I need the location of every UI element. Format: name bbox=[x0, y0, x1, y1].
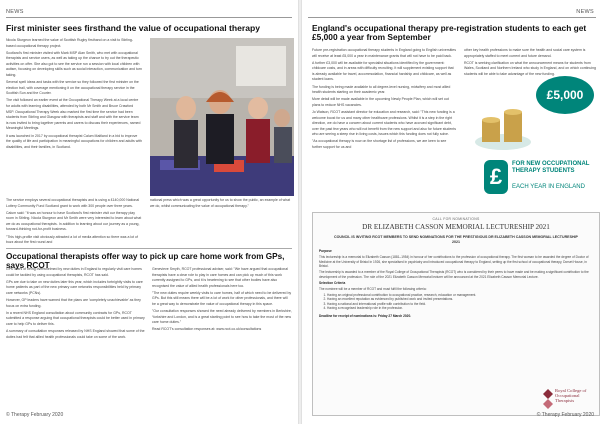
article-headline: England's occupational therapy pre-registration students to each get £5,000 a year from September bbox=[312, 23, 587, 42]
callout-kicker: CALL FOR NOMINATIONS bbox=[432, 217, 480, 221]
article-column-2 bbox=[152, 267, 292, 410]
paragraph: "As occupational therapy is now on the shortage list of professions, we are keen to see further support for us and bbox=[312, 139, 447, 149]
deadline-text: Deadline for receipt of nominations is: Friday 27 March 2020. bbox=[319, 314, 412, 319]
header-rule bbox=[6, 17, 292, 18]
paragraph: More detail will be made available in the upcoming Newly People Plan, which will set out plans to reduce NHS vacancies. bbox=[312, 97, 449, 107]
callout-subtitle: COUNCIL IS INVITING RCOT MEMBERS TO SEND NOMINATIONS FOR THE PRESTIGIOUS DR ELIZABETH CASSON MEMORIAL LECTURESHIP 2021 bbox=[334, 235, 578, 244]
paragraph: Scotland's first minister visited with Mark MSP Alan Smith, who met with occupational therapists and service users, as well as taking up the chance to try out the therapeutic activities on offer. She also got to see the service run a session with local children with autism, focusing on developing skills such as social interaction, communication and turn taking. bbox=[6, 50, 142, 78]
amount-badge: £5,000 bbox=[536, 76, 594, 114]
paragraph: A further £3,000 will be available for specialist situations identified by the government: childcare costs, and in areas with difficulty recruiting. It will supplement existing support that is already available for travel, accommodation, financial hardship and childcare, as well as student loans. bbox=[312, 60, 454, 82]
paragraph: Read RCOT's consultation responses at: www.rcot.co.uk/consultations bbox=[152, 327, 262, 332]
nominations-callout bbox=[312, 212, 600, 416]
photo-illustration bbox=[150, 38, 294, 196]
paragraph: However, GP leaders have warned that the plans are 'completely unachievable' as they focus on extra funding. bbox=[6, 297, 141, 308]
right-page bbox=[304, 0, 600, 424]
paragraph: "This high-profile visit obviously attracted a lot of media attention so there was a lot of buzz about the first round and bbox=[6, 234, 138, 245]
page-folio: © Therapy February 2020 bbox=[536, 412, 594, 418]
paragraph: "The new duties require weekly visits to care homes, half of which need to be delivered by GPs. But this still means there will be a lot of work for other professionals, and there will be a great way to demonstrate the value of occupational therapy in this space. bbox=[152, 290, 292, 307]
callout-paragraph: The lectureship is awarded to a member of the Royal College of Occupational Therapists (RCOT) who is considered by their peers to have made and be making a significant contribution to the development of the profession. The role of the 2021 Elizabeth Casson Memorial lecturer will be announced at the 2021 Elizabeth Casson Memorial Lecture. bbox=[319, 270, 589, 279]
ad-headline: FOR NEW OCCUPATIONAL THERAPY STUDENTS bbox=[512, 161, 590, 174]
article-photo bbox=[150, 38, 294, 196]
rcot-logo bbox=[543, 387, 595, 413]
article-headline: First minister sees firsthand the value of occupational therapy bbox=[6, 23, 261, 33]
section-divider bbox=[6, 248, 292, 249]
running-head: NEWS bbox=[6, 9, 24, 15]
article-headline: Occupational therapists offer way to pick up care home work from GPs, says RCOT bbox=[6, 252, 285, 270]
coins-illustration bbox=[468, 90, 538, 154]
criteria-list bbox=[319, 293, 593, 311]
paragraph: Calum said: "It was an honour to have Scotland's first minister visit our therapy play room in Stirling. Nicola Sturgeon and Mr Smith were very interested to learn about what we do as occupational therapists. In addition to learning about our journey as a young, forward-thinking not-for-profit business. bbox=[6, 210, 142, 232]
paragraph: The service employs several occupational therapists and is using a £140,000 National Lottery Community Fund Scotland grant to work with 300 people over three years. bbox=[6, 198, 140, 208]
ad-subline: EACH YEAR IN ENGLAND bbox=[512, 184, 585, 190]
paragraph: GPs' fears of being overwhelmed by new duties in England to regularly visit care homes could be tackled by using occupational therapists, RCOT has said. bbox=[6, 267, 142, 277]
page-gutter bbox=[298, 0, 302, 424]
purpose-text: This lectureship is a memorial to Elizabeth Casson (1881–1954) in honour of her contributions to the profession of occupational therapy. The first woman to be awarded the degree of Doctor of Medicine at the University of Bristol in 1926, she specialised in psychiatry and introduced occupational therapy to England, setting up the first school of occupational therapy, Dorset House, in Bristol. bbox=[319, 254, 589, 269]
criteria-label: Selection Criteria bbox=[319, 280, 346, 285]
criteria-intro: The nominee will be a member of RCOT and must fulfil the following criteria: bbox=[319, 286, 427, 291]
rcot-logo-mark bbox=[543, 389, 553, 409]
paragraph: The visit followed an earlier event at the Occupational Therapy Week at a local centre for adults with learning disabilities, attended by both Mr Smith and Bruce Crawford MSP. Occupational Therapy Week also marked the first time the service had been students from Stirling and Glasgow with therapists and staff and with the service team is now invited to bring together parents and carers to discuss their experiences, named Meaningful Meetings. bbox=[6, 98, 141, 131]
paragraph: GPs are due to take on new duties later this year, which includes fortnightly visits to care home patients as part of the new primary care networks responsibilities held by primary care networks (PCNs). bbox=[6, 279, 143, 295]
paragraph: "Our consultation responses showed the need already delivered by members in Berkshire, Yorkshire and London, and is a great starting point to see how to take the most of the new care home duties." bbox=[152, 309, 292, 325]
paragraph: Genevieve Smyth, RCOT professional adviser, said: "We have argued that occupational therapists have a clear role to play in care homes and can pick up much of this work currently assigned to GPs, and it is heartening to see that other bodies have also recognised the value of allied health professionals here too. bbox=[152, 267, 288, 288]
header-rule bbox=[308, 17, 596, 18]
criteria-item: 3. Having a national and international profile with contribution to the field. bbox=[327, 302, 593, 307]
article-column-2 bbox=[464, 48, 598, 76]
paragraph: Nicola Sturgeon learned the value of Scottish Rugby firsthand on a visit to Stirling-based occupational therapy project. bbox=[6, 38, 134, 48]
paragraph: A summary of consultation responses released by NHS England showed that some of the duties had felt that allied health professionals could take on some of the work. bbox=[6, 328, 145, 339]
purpose-label: Purpose bbox=[319, 249, 332, 253]
paragraph: Future pre-registration occupational therapy students in England going to English universities will receive at least £5,000 a year in maintenance grants that will not have to be paid back. bbox=[312, 48, 456, 58]
callout-title: DR ELIZABETH CASSON MEMORIAL LECTURESHIP 2021 bbox=[362, 223, 550, 231]
criteria-item: 4. Having a recognised leadership role in the profession. bbox=[327, 306, 593, 311]
paragraph: In a recent NHS England consultation about community contracts for GPs, RCOT submitted a response arguing that occupational therapists could be better used in primary care to help GPs to deliver this. bbox=[6, 310, 145, 326]
left-page bbox=[0, 0, 296, 424]
article-column-1 bbox=[6, 267, 146, 410]
paragraph: It was launched in 2017 by occupational therapist Calum Maitland in a bid to improve the quality of life and participation in meaningful occupations for children and adults with disabilities, and their families, in Scotland. bbox=[6, 133, 142, 149]
paragraph: Jo Watson, RCOT assistant director for education and research, said: "This new funding is a welcome boost for us and many other healthcare professions. Whilst it is a step in the right direction, we do have a concern about current students who have accrued significant debt, over the past few years who will not benefit from the new support and also for future students who are seeing a steep rise in living costs, issues which this funding does not fully solve. bbox=[312, 109, 456, 137]
rcot-logo-text: Royal College of Occupational Therapists bbox=[555, 388, 587, 404]
pound-icon: £ bbox=[484, 160, 508, 194]
article-column-2 bbox=[6, 198, 142, 244]
paragraph: other key health professions to make sure the health and social care system is appropriately staffed to meet current and future demand. bbox=[464, 48, 586, 58]
paragraph: The funding is being made available to all degree-level nursing, midwifery and most allied health students starting on their academic year. bbox=[312, 84, 451, 95]
funding-graphic bbox=[464, 70, 598, 202]
running-head: NEWS bbox=[576, 9, 594, 15]
callout-body bbox=[319, 249, 593, 409]
photo-caption: national press which was a great opportunity for us to show the public, an example of what we do, whilst communicating the value of occupational therapy." bbox=[150, 198, 291, 208]
page-folio: © Therapy February 2020 bbox=[6, 412, 64, 418]
article-column-1 bbox=[312, 48, 456, 208]
criteria-item: 1. Having an original professional contribution to occupational practice, research, education or management. bbox=[327, 293, 593, 298]
paragraph: Several spell ideas and tasks with the service so they followed the first minister on the election trail, with coverage mentioning it on the occupational therapy service in the Scottish Sun and the Courier. bbox=[6, 80, 139, 96]
criteria-item: 2. Having an excellent reputation as evidenced by published work and invited presentations. bbox=[327, 297, 593, 302]
paragraph: RCOT is seeking clarification on what the announcement means for students from Wales, Scotland and Northern Ireland who study in England, and on which continuing students will be able to take advantage of the new funding. bbox=[464, 60, 596, 76]
